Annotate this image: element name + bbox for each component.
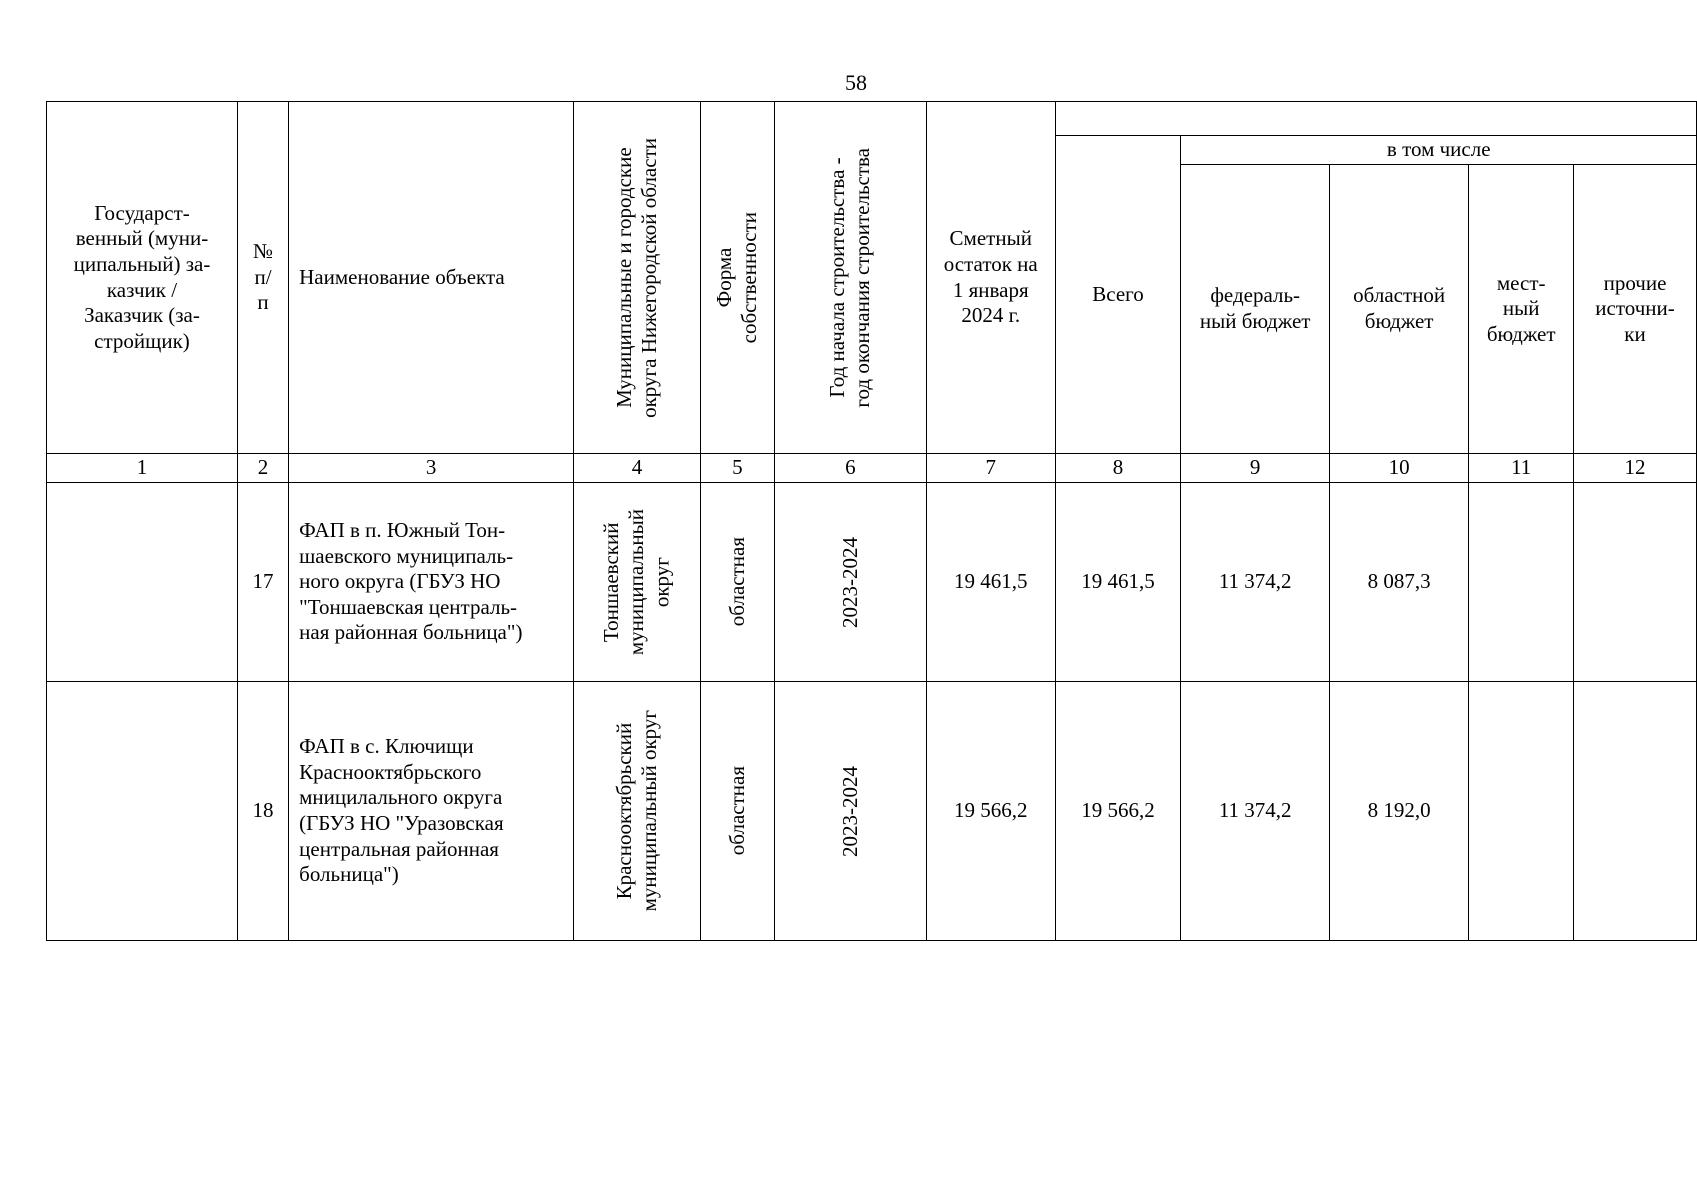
row-other xyxy=(1574,682,1697,941)
row-object-name: ФАП в с. Ключищи Краснооктябрьского мницилального округа (ГБУЗ НО "Уразовская центральная районная больница") xyxy=(289,682,574,941)
header-municipal-cell xyxy=(574,102,701,454)
header-ownership: Форма собственности xyxy=(712,211,762,344)
row-years: 2023-2024 xyxy=(837,536,862,628)
header-row-top xyxy=(47,102,1697,136)
row-other xyxy=(1574,483,1697,682)
row-estimate: 19 461,5 xyxy=(926,483,1055,682)
header-estimate: Сметный остаток на 1 января 2024 г. xyxy=(926,102,1055,454)
column-number: 1 xyxy=(47,454,238,483)
header-municipal: Муниципальные и городские округа Нижегородской области xyxy=(611,137,662,418)
header-local: мест- ный бюджет xyxy=(1469,165,1574,454)
row-num: 17 xyxy=(237,483,288,682)
page-number: 58 xyxy=(845,70,867,95)
column-number: 2 xyxy=(237,454,288,483)
row-ownership-cell xyxy=(700,682,774,941)
row-regional: 8 087,3 xyxy=(1329,483,1469,682)
column-number: 5 xyxy=(700,454,774,483)
header-object-name: Наименование объекта xyxy=(289,102,574,454)
row-years: 2023-2024 xyxy=(837,765,862,857)
column-number: 9 xyxy=(1181,454,1329,483)
header-other: прочие источни- ки xyxy=(1574,165,1697,454)
row-regional: 8 192,0 xyxy=(1329,682,1469,941)
header-top-band xyxy=(1055,102,1696,136)
row-municipal-cell xyxy=(574,483,701,682)
header-num: № п/ п xyxy=(237,102,288,454)
header-total: Всего xyxy=(1055,136,1181,454)
column-number: 7 xyxy=(926,454,1055,483)
row-object-name: ФАП в п. Южный Тон- шаевского муниципаль- ного округа (ГБУЗ НО "Тоншаевская централь- ная районная больница") xyxy=(289,483,574,682)
header-years-cell xyxy=(774,102,926,454)
table-row xyxy=(47,483,1697,682)
row-total: 19 566,2 xyxy=(1055,682,1181,941)
header-including: в том числе xyxy=(1181,136,1697,165)
row-municipal-cell xyxy=(574,682,701,941)
row-customer xyxy=(47,483,238,682)
row-ownership: областная xyxy=(724,766,749,856)
row-num: 18 xyxy=(237,682,288,941)
row-local xyxy=(1469,682,1574,941)
row-local xyxy=(1469,483,1574,682)
header-years: Год начала строительства - год окончания строительства xyxy=(825,147,875,408)
header-customer: Государст- венный (муни- ципальный) за- казчик / Заказчик (за- стройщик) xyxy=(47,102,238,454)
column-number: 6 xyxy=(774,454,926,483)
column-number: 8 xyxy=(1055,454,1181,483)
column-number: 4 xyxy=(574,454,701,483)
column-number: 3 xyxy=(289,454,574,483)
row-years-cell xyxy=(774,483,926,682)
budget-table xyxy=(46,101,1697,941)
row-ownership-cell xyxy=(700,483,774,682)
row-federal: 11 374,2 xyxy=(1181,682,1329,941)
row-total: 19 461,5 xyxy=(1055,483,1181,682)
row-customer xyxy=(47,682,238,941)
column-number: 11 xyxy=(1469,454,1574,483)
row-ownership: областная xyxy=(724,537,749,627)
row-years-cell xyxy=(774,682,926,941)
row-federal: 11 374,2 xyxy=(1181,483,1329,682)
row-municipal: Краснооктябрьский муниципальный округ xyxy=(611,710,662,912)
header-regional: областной бюджет xyxy=(1329,165,1469,454)
header-federal: федераль- ный бюджет xyxy=(1181,165,1329,454)
table-row xyxy=(47,682,1697,941)
column-numbers-row xyxy=(47,454,1697,483)
header-ownership-cell xyxy=(700,102,774,454)
row-estimate: 19 566,2 xyxy=(926,682,1055,941)
row-municipal: Тоншаевский муниципальный округ xyxy=(599,508,674,656)
column-number: 12 xyxy=(1574,454,1697,483)
column-number: 10 xyxy=(1329,454,1469,483)
